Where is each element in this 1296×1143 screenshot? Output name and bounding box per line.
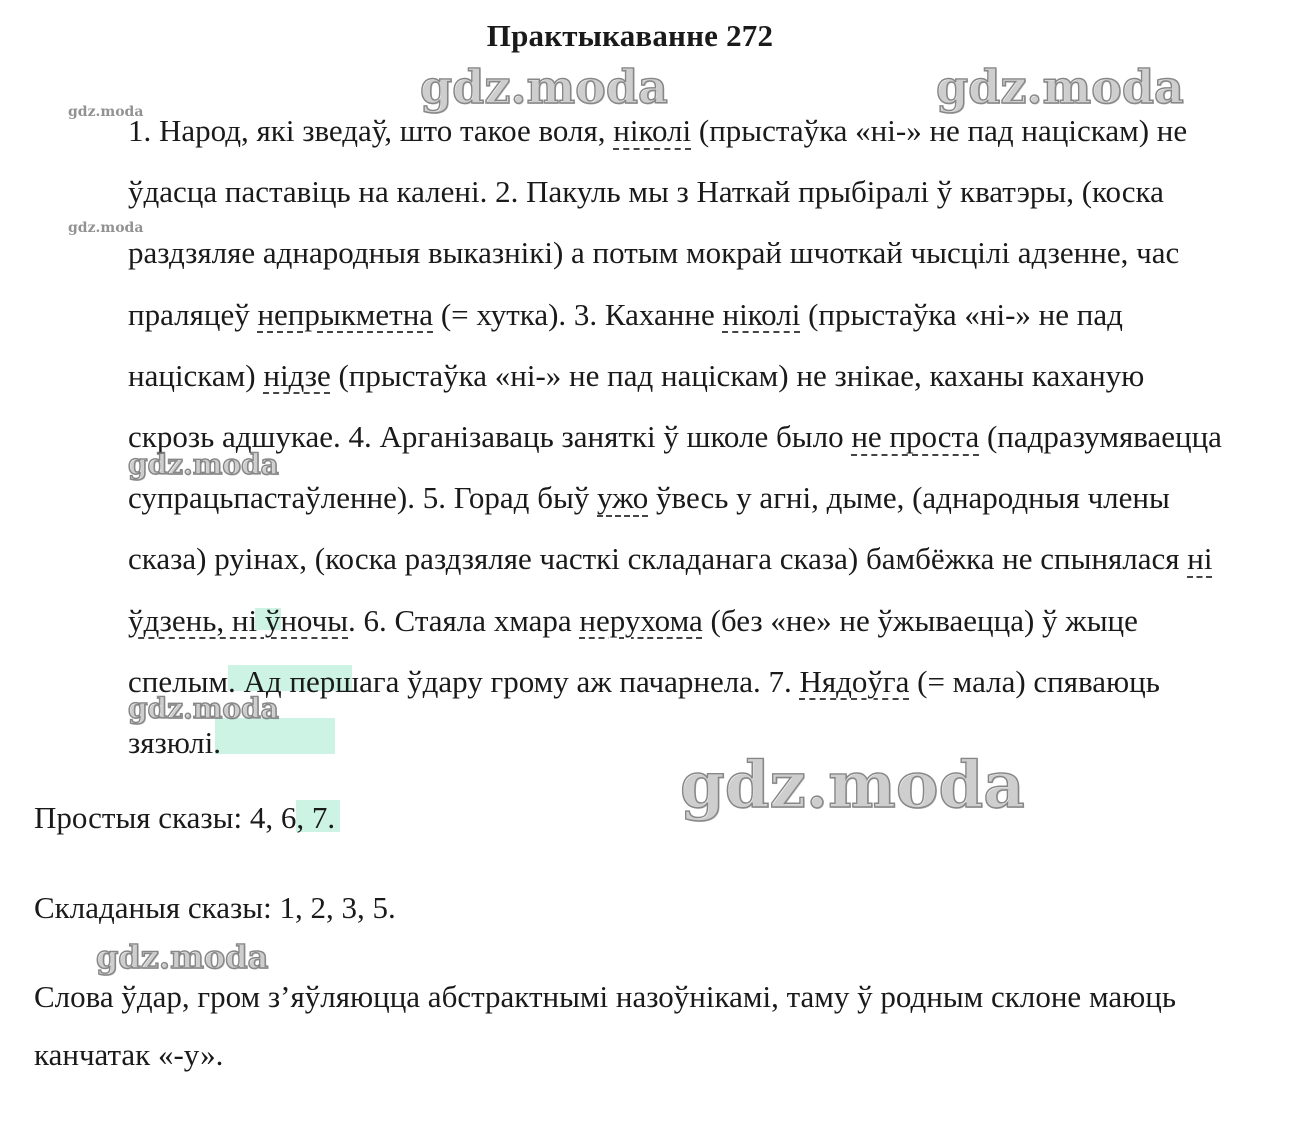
text-fragment: (без «не» не ўжываецца) ў жыце спелым. Ад першага ўдару грому аж пачарнела. 7. bbox=[128, 602, 1138, 699]
text-fragment: (= хутка). 3. Каханне bbox=[433, 296, 723, 332]
complex-sentences-line: Складаныя сказы: 1, 2, 3, 5. bbox=[34, 890, 396, 925]
watermark: gdz.moda bbox=[420, 60, 668, 114]
watermark: gdz.moda bbox=[128, 448, 279, 481]
underlined-word: ні ўдзень, ні ўночы bbox=[128, 541, 1213, 638]
watermark: gdz.moda bbox=[68, 220, 144, 236]
underlined-word: нерухома bbox=[579, 602, 703, 638]
watermark: gdz.moda bbox=[96, 938, 269, 976]
note-paragraph: Слова ўдар, гром з’яўляюцца абстрактнымі назоўнікамі, таму ў родным склоне маюць канчатак «-у». bbox=[34, 979, 1176, 1072]
text-fragment: (падразумяваецца супрацьпастаўленне). 5. Горад быў bbox=[128, 419, 1222, 516]
text-fragment: (прыстаўка «ні-» не пад націскам) не ўдасца паставіць на калені. 2. Пакуль мы з Наткай прыбіралі ў кватэры, (коска раздзяляе аднародныя выказнікі) а потым мокрай шчоткай чысцілі адзенне, час праляцеў bbox=[128, 113, 1188, 332]
exercise-text bbox=[34, 100, 1224, 773]
exercise-paragraph bbox=[34, 100, 1224, 773]
underlined-word: не проста bbox=[851, 419, 980, 455]
watermark: gdz.moda bbox=[128, 692, 279, 725]
underlined-word: непрыкметна bbox=[257, 296, 434, 332]
simple-sentences-line: Простыя сказы: 4, 6, 7. bbox=[34, 800, 336, 835]
text-fragment: ўвесь у агні, дыме, (аднародныя члены сказа) руінах, (коска раздзяляе часткі складанага сказа) бамбёжка не спынялася bbox=[128, 480, 1188, 577]
text-fragment: (прыстаўка «ні-» не пад націскам) bbox=[128, 296, 1123, 393]
text-fragment: (= мала) спяваюць зязюлі. bbox=[128, 663, 1160, 761]
page-title: Практыкаванне 272 bbox=[486, 18, 774, 53]
text-fragment: (прыстаўка «ні-» не пад націскам) не знікае, каханы каханую скрозь адшукае. 4. Арганізаваць заняткі ў школе было bbox=[128, 357, 1145, 455]
underlined-word: нідзе bbox=[263, 357, 331, 393]
text-fragment: . 6. Стаяла хмара bbox=[348, 602, 580, 638]
watermark: gdz.moda bbox=[68, 104, 144, 120]
underlined-word: ніколі bbox=[613, 113, 692, 148]
underlined-word: ніколі bbox=[722, 296, 801, 332]
underlined-word: Нядоўга bbox=[799, 663, 910, 699]
watermark: gdz.moda bbox=[680, 748, 1025, 823]
text-fragment: 1. Народ, які зведаў, што такое воля, bbox=[128, 113, 614, 148]
underlined-word: ужо bbox=[597, 480, 649, 516]
watermark: gdz.moda bbox=[936, 60, 1184, 114]
